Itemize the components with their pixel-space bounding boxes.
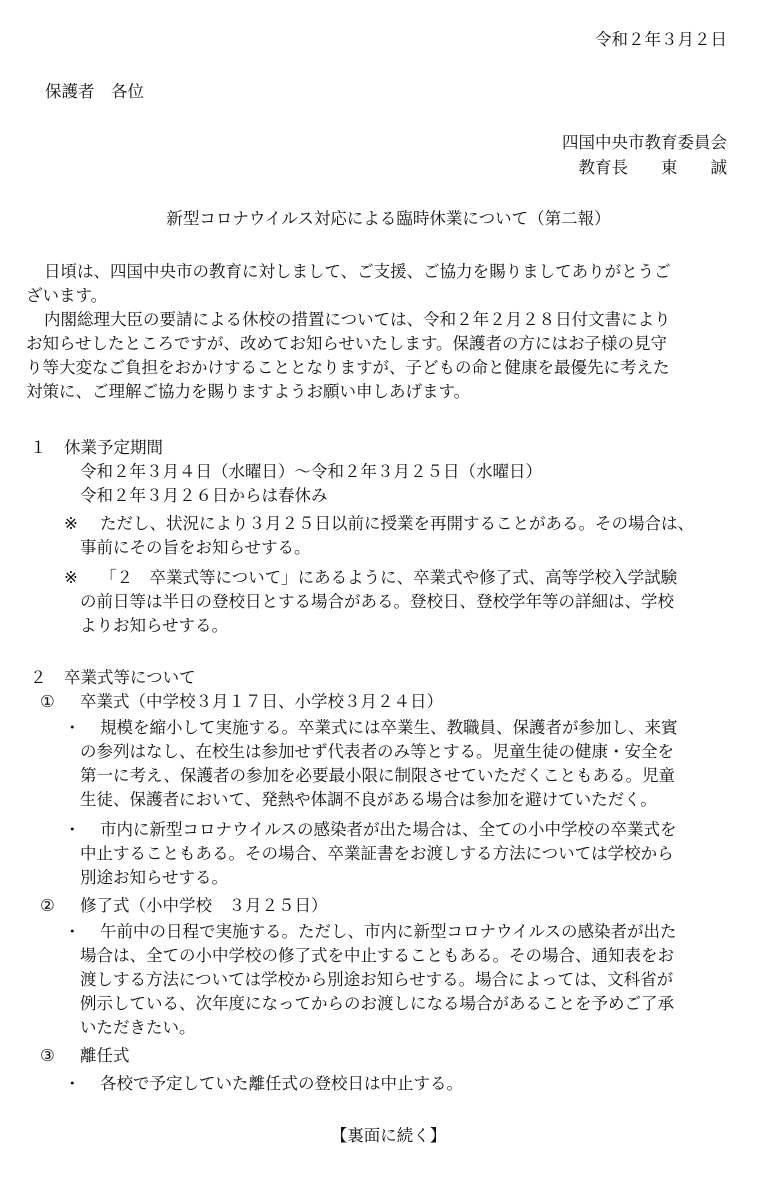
document-title: 新型コロナウイルス対応による臨時休業について（第二報） — [166, 209, 611, 228]
item-3-heading: 離任式 — [80, 1046, 130, 1065]
section-2-heading: 卒業式等について — [64, 668, 196, 687]
sender-organization: 四国中央市教育委員会 — [562, 133, 727, 152]
note-line: 「２ 卒業式等について」にあるように、卒業式や修了式、高等学校入学試験 — [100, 568, 678, 587]
bullet-mark: ・ — [64, 922, 81, 941]
sender-name: 教育長 東 誠 — [578, 158, 727, 177]
bullet-line: 場合は、全ての小中学校の修了式を中止することもある。その場合、通知表をお — [80, 946, 674, 965]
intro-line: 対策に、ご理解ご協力を賜りますようお願い申しあげます。 — [26, 382, 471, 401]
item-1-mark: ① — [40, 692, 55, 711]
bullet-line: 各校で予定していた離任式の登校日は中止する。 — [100, 1074, 463, 1093]
continued-on-back-note: 【裏面に続く】 — [330, 1126, 447, 1145]
intro-line: ざいます。 — [26, 286, 108, 305]
item-2-mark: ② — [40, 896, 55, 915]
bullet-line: いただきたい。 — [80, 1018, 196, 1037]
bullet-mark: ・ — [64, 820, 81, 839]
item-2-heading: 修了式（小中学校 ３月２５日） — [80, 896, 328, 915]
bullet-line: 第一に考え、保護者の参加を必要最小限に制限させていただくこともある。児童 — [80, 766, 675, 785]
bullet-line: 市内に新型コロナウイルスの感染者が出た場合は、全ての小中学校の卒業式を — [100, 820, 677, 839]
bullet-line: の参列はなし、在校生は参加せず代表者のみ等とする。児童生徒の健康・安全を — [80, 742, 674, 761]
note-line: よりお知らせする。 — [80, 616, 229, 635]
period-line: 令和２年３月４日（水曜日）～令和２年３月２５日（水曜日） — [80, 462, 542, 481]
period-line: 令和２年３月２６日からは春休み — [80, 486, 328, 505]
intro-line: 内閣総理大臣の要請による休校の措置については、令和２年２月２８日付文書により — [44, 310, 671, 329]
bullet-mark: ・ — [64, 718, 81, 737]
section-1-number: １ — [30, 438, 47, 457]
section-2-number: ２ — [30, 668, 47, 687]
intro-line: お知らせしたところですが、改めてお知らせいたします。保護者の方にはお子様の見守 — [26, 334, 668, 353]
section-1-heading: 休業予定期間 — [64, 438, 163, 457]
note-mark: ※ — [64, 514, 78, 533]
note-line: 事前にその旨をお知らせする。 — [80, 538, 311, 557]
bullet-line: 例示している、次年度になってからのお渡しになる場合があることを予めご了承 — [80, 994, 674, 1013]
intro-line: り等大変なご負担をおかけすることとなりますが、子どもの命と健康を最優先に考えた — [26, 358, 670, 377]
bullet-line: 別途お知らせする。 — [80, 868, 229, 887]
note-line: ただし、状況により３月２５日以前に授業を再開することがある。その場合は、 — [100, 514, 694, 533]
item-3-mark: ③ — [40, 1046, 55, 1065]
bullet-line: 規模を縮小して実施する。卒業式には卒業生、教職員、保護者が参加し、来賓 — [100, 718, 678, 737]
bullet-line: 午前中の日程で実施する。ただし、市内に新型コロナウイルスの感染者が出た — [100, 922, 677, 941]
bullet-line: 生徒、保護者において、発熱や体調不良がある場合は参加を避けていただく。 — [80, 790, 657, 809]
note-line: の前日等は半日の登校日とする場合がある。登校日、登校学年等の詳細は、学校 — [80, 592, 674, 611]
bullet-line: 中止することもある。その場合、卒業証書をお渡しする方法については学校から — [80, 844, 674, 863]
bullet-line: 渡しする方法については学校から別途お知らせする。場合によっては、文科省が — [80, 970, 674, 989]
recipient: 保護者 各位 — [45, 82, 144, 101]
intro-line: 日頃は、四国中央市の教育に対しまして、ご支援、ご協力を賜りましてありがとうご — [44, 262, 671, 281]
item-1-heading: 卒業式（中学校３月１７日、小学校３月２４日） — [80, 692, 443, 711]
bullet-mark: ・ — [64, 1074, 81, 1093]
note-mark: ※ — [64, 568, 78, 587]
document-date: 令和２年３月２日 — [595, 30, 727, 49]
